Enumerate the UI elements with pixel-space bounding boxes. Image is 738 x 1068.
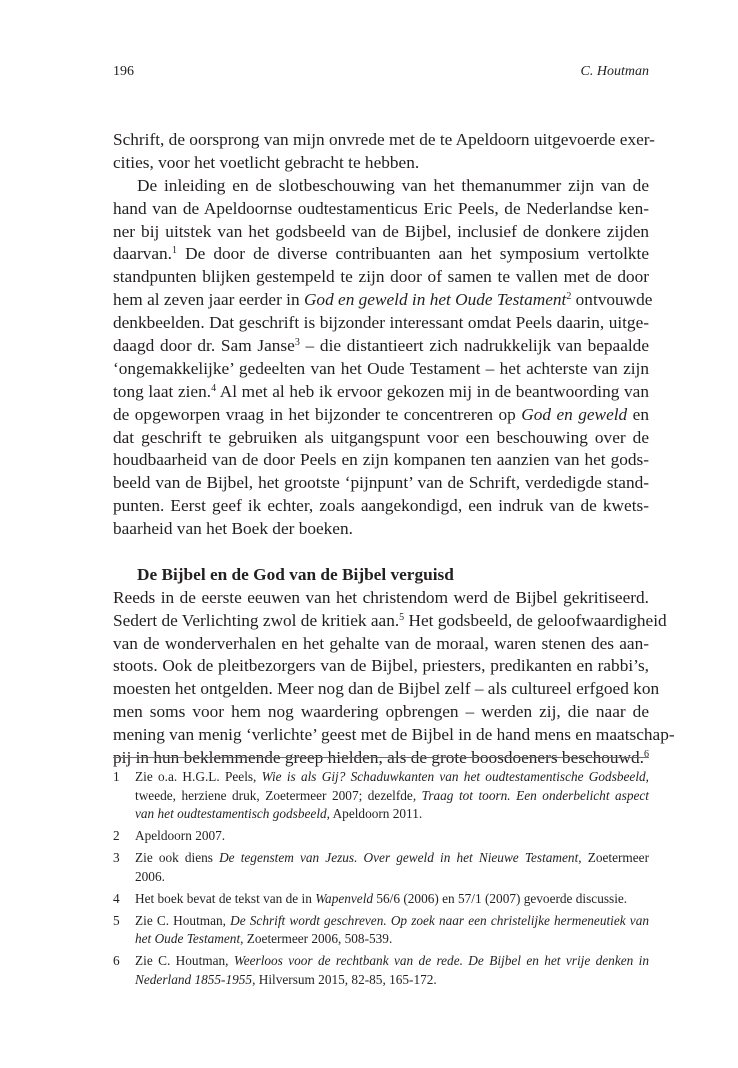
- text-line: [113, 747, 649, 770]
- footnotes: [113, 768, 649, 993]
- text-line: houdbaarheid van de door Peels en zijn kompanen ten aanzien van het gods-: [113, 450, 649, 470]
- text-run: , Apeldoorn 2011.: [326, 806, 423, 821]
- book-title: De tegenstem van Jezus. Over geweld in het Nieuwe Testament: [219, 850, 579, 865]
- footnote-number: 5: [113, 912, 120, 928]
- text-run: ontvouwde: [571, 290, 653, 310]
- footnote-line: 2006.: [135, 868, 165, 884]
- footnote-number: 3: [113, 850, 120, 865]
- text-line: men soms voor hem nog waardering opbrengen – werden zij, die naar de: [113, 702, 649, 722]
- book-title: van het oudtestamentisch godsbeeld: [135, 806, 327, 821]
- footnote-1: [113, 768, 649, 824]
- text-run: Het boek bevat de tekst van de in: [135, 890, 316, 906]
- text-line: stoots. Ook de pleitbezorgers van de Bijbel, priesters, predikanten en rabbi’s,: [113, 656, 649, 676]
- book-title: God en geweld: [521, 404, 628, 424]
- text-run: Zie C. Houtman,: [135, 953, 234, 968]
- book-title: Traag tot toorn. Een onderbelicht aspect: [421, 787, 649, 803]
- text-run: , Hilversum 2015, 82-85, 165-172.: [252, 971, 437, 987]
- footnote-ref-6[interactable]: 6: [644, 749, 649, 761]
- text-line: ner bij uitstek van het godsbeeld van de Bijbel, inclusief de donkere zijden: [113, 221, 649, 241]
- text-run: hem al zeven jaar eerder in: [113, 290, 304, 310]
- footnote-separator: [113, 757, 649, 758]
- footnote-line: Apeldoorn 2007.: [135, 828, 226, 843]
- page-number: 196: [113, 64, 134, 79]
- text-run: Zie C. Houtman,: [135, 912, 231, 928]
- text-line: punten. Eerst geef ik echter, zoals aangekondigd, een indruk van de kwets-: [113, 496, 649, 516]
- footnote-number: 1: [113, 769, 120, 784]
- footnote-4: [113, 890, 649, 909]
- text-run: Zie o.a. H.G.L. Peels,: [135, 769, 262, 784]
- footnote-ref-5[interactable]: 5: [399, 611, 405, 623]
- text-line: [113, 289, 653, 312]
- text-line: van de wonderverhalen en het gehalte van de moraal, waren stenen des aan-: [113, 633, 649, 653]
- text-run: , Zoetermeer 2006, 508-539.: [240, 931, 393, 946]
- running-head-author: C. Houtman: [580, 64, 649, 79]
- text-line: mening van menig ‘verlichte’ geest met de Bijbel in de hand mens en maatschap-: [113, 725, 675, 745]
- footnote-ref-4[interactable]: 4: [211, 382, 217, 394]
- text-run: en: [627, 404, 649, 424]
- text-line: [113, 243, 649, 266]
- text-line: hand van de Apeldoornse oudtestamenticus Eric Peels, de Nederlandse ken-: [113, 198, 649, 218]
- book-title: De Schrift wordt geschreven. Op zoek naar een christelijke hermeneutiek van: [230, 912, 649, 928]
- book-title: Weerloos voor de rechtbank van de rede. De Bijbel en het vrije denken in: [233, 953, 649, 968]
- book-title: God en geweld in het Oude Testament: [303, 290, 567, 310]
- footnote-5: [113, 912, 649, 949]
- text-line: Reeds in de eerste eeuwen van het christendom werd de Bijbel gekritiseerd.: [113, 587, 649, 607]
- text-line: [113, 404, 649, 427]
- text-line: [113, 381, 649, 404]
- footnote-number: 2: [113, 828, 120, 843]
- text-line: moesten het ontgelden. Meer nog dan de Bijbel zelf – als cultureel erfgoed kon: [113, 679, 660, 699]
- footnote-line: [135, 930, 649, 949]
- text-run: tweede, herziene druk, Zoetermeer 2007; dezelfde,: [135, 787, 422, 803]
- text-run: daarvan.: [113, 244, 173, 264]
- text-run: De door de diverse contribuanten aan het symposium vertolkte: [177, 244, 649, 264]
- text-run: tong laat zien.: [113, 381, 212, 401]
- text-run: de opgeworpen vraag in het bijzonder te concentreren op: [113, 404, 522, 424]
- text-line: beeld van de Bijbel, het grootste ‘pijnpunt’ van de Schrift, verdedigde stand-: [113, 473, 649, 493]
- footnote-line: [135, 971, 649, 990]
- footnote-number: 4: [113, 890, 120, 906]
- text-run: pij in hun beklemmende greep hielden, als de grote boosdoeners beschouwd.: [113, 748, 644, 768]
- footnote-line: [135, 849, 649, 868]
- text-line: denkbeelden. Dat geschrift is bijzonder interessant omdat Peels daarin, uitge-: [113, 313, 649, 333]
- footnote-number: 6: [113, 953, 120, 968]
- footnote-line: [135, 805, 649, 824]
- text-line: ‘ongemakkelijke’ gedeelten van het Oude Testament – het achterste van zijn: [113, 358, 649, 378]
- footnote-line: [135, 912, 649, 931]
- text-line: [113, 335, 649, 358]
- main-text: [113, 129, 675, 770]
- journal-title: Wapenveld: [315, 890, 374, 906]
- paragraph-1: [113, 129, 655, 175]
- text-run: – die distantieert zich nadrukkelijk van bepaalde: [299, 336, 649, 356]
- footnote-6: [113, 952, 649, 989]
- footnote-3: [113, 849, 649, 886]
- text-line: Schrift, de oorsprong van mijn onvrede met de te Apeldoorn uitgevoerde exer-: [113, 130, 655, 149]
- paragraph-2: [113, 175, 653, 541]
- text-line: [113, 610, 667, 633]
- text-line: baarheid van het Boek der boeken.: [113, 519, 353, 539]
- footnote-ref-1[interactable]: 1: [172, 245, 178, 257]
- text-run: Al met al heb ik ervoor gekozen mij in de beantwoording van: [216, 381, 649, 401]
- section-spacer: [113, 541, 649, 564]
- book-title: Nederland 1855-1955: [135, 971, 253, 987]
- text-run: ,: [645, 769, 649, 784]
- footnote-2: [113, 827, 649, 846]
- text-run: Het godsbeeld, de geloofwaardigheid: [404, 610, 667, 630]
- book-title: Wie is als Gij? Schaduwkanten van het oudtestamentische Godsbeeld: [261, 769, 646, 784]
- paragraph-3: [113, 587, 675, 770]
- footnote-line: [135, 890, 649, 909]
- text-run: daagd door dr. Sam Janse: [113, 336, 295, 356]
- text-run: Zie ook diens: [135, 850, 220, 865]
- footnote-line: [135, 952, 649, 971]
- footnote-line: [135, 768, 649, 787]
- book-title: het Oude Testament: [135, 931, 241, 946]
- text-line: De inleiding en de slotbeschouwing van het themanummer zijn van de: [137, 175, 649, 195]
- text-run: Sedert de Verlichting zwol de kritiek aan.: [113, 610, 400, 630]
- footnote-ref-3[interactable]: 3: [294, 337, 300, 349]
- text-line: standpunten blijken gestempeld te zijn door of samen te vallen met de door: [113, 267, 649, 287]
- footnote-ref-2[interactable]: 2: [566, 291, 572, 303]
- running-header: [113, 62, 649, 82]
- text-run: 56/6 (2006) en 57/1 (2007) gevoerde discussie.: [373, 890, 628, 906]
- footnote-line: [135, 787, 649, 806]
- text-line: cities, voor het voetlicht gebracht te hebben.: [113, 152, 420, 172]
- text-line: dat geschrift te gebruiken als uitgangspunt voor een beschouwing over de: [113, 427, 649, 447]
- text-run: , Zoetermeer: [578, 850, 649, 865]
- section-heading: De Bijbel en de God van de Bijbel verguisd: [137, 564, 454, 584]
